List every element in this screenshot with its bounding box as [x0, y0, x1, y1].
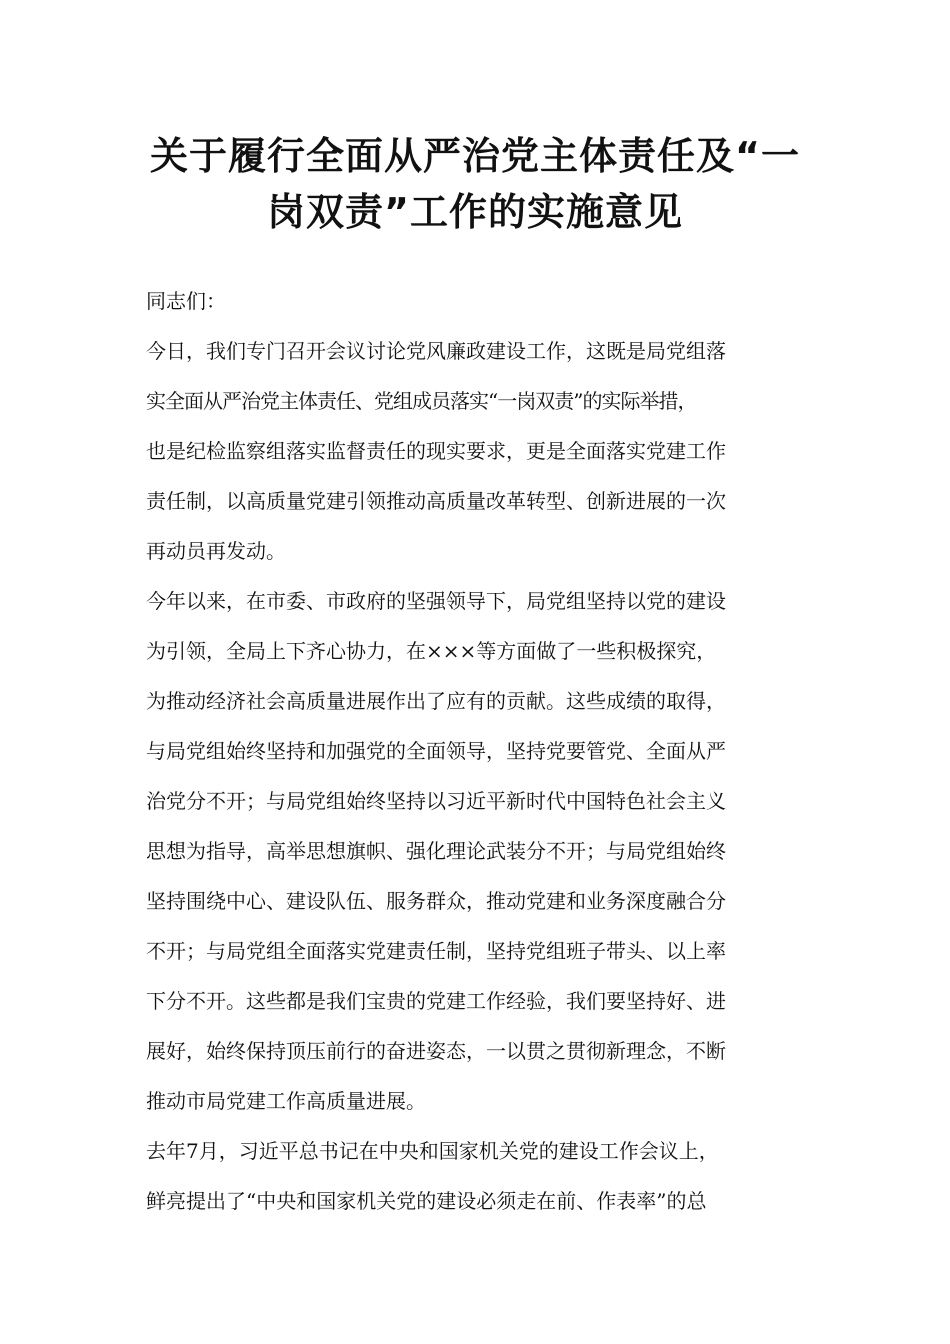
- text-line: 下分不开。这些都是我们宝贵的党建工作经验，我们要坚持好、进: [146, 989, 726, 1013]
- paragraph-2: [146, 576, 836, 1126]
- text-line: 展好，始终保持顶压前行的奋进姿态，一以贯之贯彻新理念，不断: [146, 1039, 726, 1063]
- text-line: 坚持围绕中心、建设队伍、服务群众，推动党建和业务深度融合分: [146, 889, 726, 913]
- text-line: 去年7月，习近平总书记在中央和国家机关党的建设工作会议上，: [146, 1139, 719, 1163]
- paragraph-3: [146, 1126, 836, 1226]
- text-line: 治党分不开；与局党组始终坚持以习近平新时代中国特色社会主义: [146, 789, 726, 813]
- title-line-2: 岗双责”工作的实施意见: [267, 190, 683, 234]
- text-line: 今日，我们专门召开会议讨论党风廉政建设工作，这既是局党组落: [146, 339, 726, 363]
- title-line-1: 关于履行全面从严治党主体责任及“一: [150, 134, 800, 178]
- paragraph-1: [146, 326, 836, 576]
- text-line: 不开；与局党组全面落实党建责任制，坚持党组班子带头、以上率: [146, 939, 726, 963]
- document-body: [146, 276, 836, 1226]
- text-line: 责任制，以高质量党建引领推动高质量改革转型、创新进展的一次: [146, 489, 726, 513]
- text-line: 思想为指导，高举思想旗帜、强化理论武装分不开；与局党组始终: [146, 839, 726, 863]
- text-line: 再动员再发动。: [146, 539, 286, 563]
- text-line: 鲜亮提出了“中央和国家机关党的建设必须走在前、作表率”的总: [146, 1189, 707, 1213]
- text-line: 推动市局党建工作高质量进展。: [146, 1089, 426, 1113]
- salutation: 同志们：: [146, 289, 226, 313]
- text-line: 为引领，全局上下齐心协力，在×××等方面做了一些积极探究，: [146, 639, 717, 663]
- text-line: 与局党组始终坚持和加强党的全面领导，坚持党要管党、全面从严: [146, 739, 726, 763]
- text-line: 今年以来，在市委、市政府的坚强领导下，局党组坚持以党的建设: [146, 589, 726, 613]
- document-title: [110, 128, 840, 240]
- text-line: 为推动经济社会高质量进展作出了应有的贡献。这些成绩的取得，: [146, 689, 726, 713]
- text-line: 也是纪检监察组落实监督责任的现实要求，更是全面落实党建工作: [146, 439, 726, 463]
- text-line: 实全面从严治党主体责任、党组成员落实“一岗双责”的实际举措，: [146, 389, 697, 413]
